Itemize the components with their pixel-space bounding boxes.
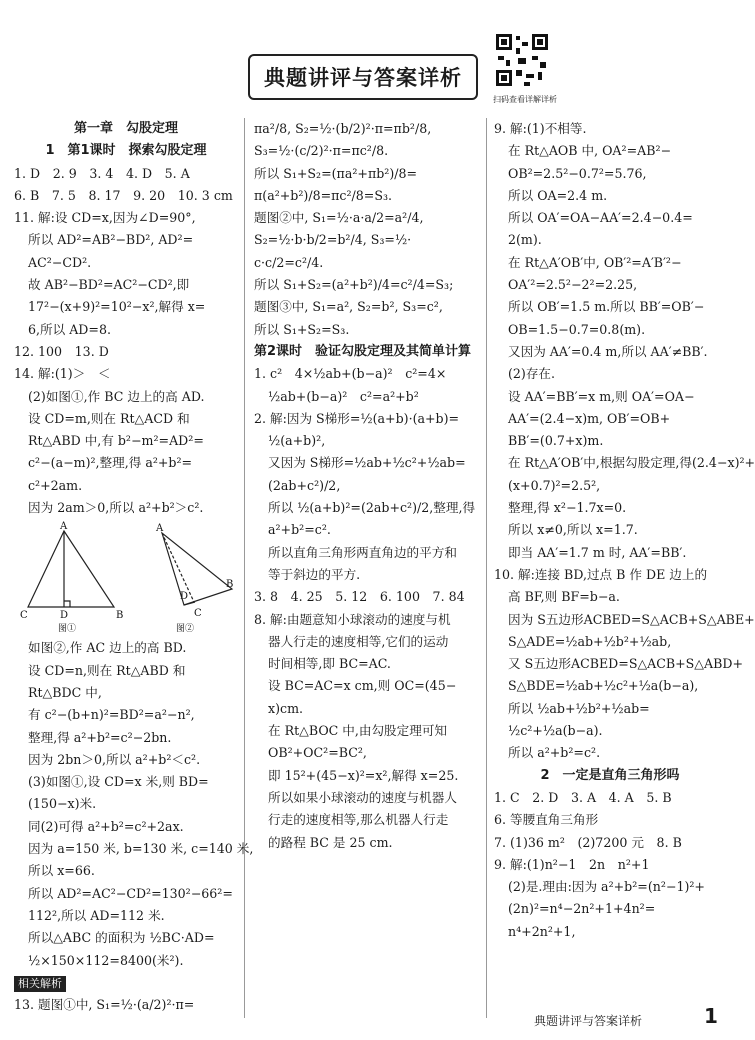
answer-line: 行走的速度相等,那么机器人行走 — [268, 812, 449, 828]
answer-line: 等于斜边的平方. — [268, 566, 361, 582]
answer-line: 故 AB²−BD²=AC²−CD²,即 — [28, 277, 190, 293]
answer-line: 同(2)可得 a²+b²=c²+2ax. — [28, 818, 184, 834]
answer-line: 所以 ½ab+½b²+½ab= — [508, 700, 650, 716]
answer-line: c²+2am. — [28, 477, 83, 493]
answer-line: 因为 2am＞0,所以 a²+b²＞c². — [28, 500, 204, 516]
answer-line: π(a²+b²)/8=πc²/8=S₃. — [254, 187, 392, 203]
answer-line: 所以 S₁+S₂=(πa²+πb²)/8= — [254, 165, 418, 181]
triangle-figures — [14, 519, 238, 637]
answer-line: (2n)²=n⁴−2n²+1+4n²= — [508, 901, 656, 917]
column-divider — [486, 118, 487, 1018]
answer-line: 设 CD=m,则在 Rt△ACD 和 — [28, 410, 190, 426]
answer-line: S△BDE=½ab+½c²+½a(b−a), — [508, 678, 699, 694]
answer-line: (3)如图①,设 CD=x 米,则 BD= — [28, 774, 209, 790]
answer-line: (2)如图①,作 BC 边上的高 AD. — [28, 388, 205, 404]
answer-line: 3. 8 4. 25 5. 12 6. 100 7. 84 — [254, 589, 465, 605]
answer-line: 即当 AA′=1.7 m 时, AA′=BB′. — [508, 544, 687, 560]
answer-column-3 — [494, 118, 755, 943]
answer-line: AA′=(2.4−x)m, OB′=OB+ — [508, 410, 671, 426]
page-number: 1 — [704, 1004, 718, 1028]
answer-line: OB=1.5−0.7=0.8(m). — [508, 321, 646, 337]
answer-line: 设 CD=n,则在 Rt△ABD 和 — [28, 662, 186, 678]
answer-line: 即 15²+(45−x)²=x²,解得 x=25. — [268, 767, 459, 783]
answer-line: 所以 AD²=AB²−BD², AD²= — [28, 232, 194, 248]
answer-line: 所以直角三角形两直角边的平方和 — [268, 544, 457, 560]
answer-line: 所以 S₁+S₂=S₃. — [254, 321, 350, 337]
figure-label: B — [116, 610, 124, 622]
footer-text: 典题讲评与答案详析 — [534, 1014, 643, 1028]
answer-line: 10. 解:连接 BD,过点 B 作 DE 边上的 — [494, 566, 708, 582]
answer-line: 9. 解:(1)n²−1 2n n²+1 — [494, 856, 650, 872]
answer-line: 如图②,作 AC 边上的高 BD. — [28, 640, 187, 656]
answer-line: 设 AA′=BB′=x m,则 OA′=OA− — [508, 388, 695, 404]
answer-line: BB′=(0.7+x)m. — [508, 433, 604, 449]
answer-line: 时间相等,即 BC=AC. — [268, 656, 391, 672]
answer-line: 题图③中, S₁=a², S₂=b², S₃=c², — [254, 299, 443, 315]
figure-label: C — [194, 608, 202, 620]
answer-line: 9. 解:(1)不相等. — [494, 121, 587, 136]
answer-line: πa²/8, S₂=½·(b/2)²·π=πb²/8, — [254, 121, 432, 136]
answer-line: x)cm. — [268, 700, 304, 716]
answer-line: 1. c² 4×½ab+(b−a)² c²=4× — [254, 366, 447, 382]
answer-line: 所以 S₁+S₂=(a²+b²)/4=c²/4=S₃; — [254, 277, 454, 293]
answer-line: 112²,所以 AD=112 米. — [28, 907, 165, 923]
figure-caption: 图② — [176, 624, 195, 635]
answer-line: 所以如果小球滚动的速度与机器人 — [268, 789, 457, 805]
answer-line: n⁴+2n²+1, — [508, 923, 576, 939]
answer-line: 17²−(x+9)²=10²−x²,解得 x= — [28, 299, 206, 315]
answer-line: 因为 S五边形ACBED=S△ACB+S△ABE+ — [508, 611, 755, 627]
answer-line: 有 c²−(b+n)²=BD²=a²−n², — [28, 707, 195, 723]
answer-line: (150−x)米. — [28, 796, 97, 812]
answer-line: 在 Rt△A′OB′中, OB′²=A′B′²− — [508, 254, 682, 270]
answer-line: c²−(a−m)²,整理,得 a²+b²= — [28, 455, 193, 471]
section-title: 第2课时 验证勾股定理及其简单计算 — [254, 343, 472, 359]
answer-line: ½×150×112=8400(米²). — [28, 952, 184, 968]
answer-line: 整理,得 x²−1.7x=0. — [508, 500, 627, 516]
answer-line: Rt△BDC 中, — [28, 684, 102, 700]
answer-line: a²+b²=c². — [268, 522, 331, 538]
figure-caption: 图① — [58, 624, 77, 635]
answer-line: OA′²=2.5²−2²=2.25, — [508, 277, 638, 293]
answer-line: 在 Rt△BOC 中,由勾股定理可知 — [268, 723, 448, 739]
answer-line: 2(m). — [508, 232, 542, 248]
answer-line: 在 Rt△AOB 中, OA²=AB²− — [508, 143, 672, 159]
answer-line: OB²=2.5²−0.7²=5.76, — [508, 165, 647, 181]
answer-line: 所以 OA′=OA−AA′=2.4−0.4= — [508, 210, 693, 226]
answer-line: 器人行走的速度相等,它们的运动 — [268, 633, 449, 649]
section-title: 2 一定是直角三角形吗 — [540, 767, 680, 783]
answer-line: 13. 题图①中, S₁=½·(a/2)²·π= — [14, 997, 195, 1013]
answer-line: 又因为 AA′=0.4 m,所以 AA′≠BB′. — [508, 343, 708, 359]
answer-line: Rt△ABD 中,有 b²−m²=AD²= — [28, 433, 204, 449]
answer-line: 在 Rt△A′OB′中,根据勾股定理,得(2.4−x)²+ — [508, 455, 755, 471]
answer-line: 所以 x≠0,所以 x=1.7. — [508, 522, 638, 538]
chapter-title: 第一章 勾股定理 — [73, 121, 178, 136]
answer-line: 所以 x=66. — [28, 863, 95, 879]
answer-line: 的路程 BC 是 25 cm. — [268, 834, 393, 850]
qr-code-icon — [494, 32, 550, 88]
answer-line: AC²−CD². — [28, 254, 92, 270]
answer-line: 12. 100 13. D — [14, 343, 109, 359]
answer-line: 高 BF,则 BF=b−a. — [508, 589, 620, 605]
answer-line: (2)存在. — [508, 366, 556, 382]
related-analysis-badge: 相关解析 — [14, 976, 66, 992]
answer-line: ½c²+½a(b−a). — [508, 723, 603, 739]
answer-line: c·c/2=c²/4. — [254, 254, 324, 270]
answer-line: 14. 解:(1)＞ ＜ — [14, 366, 111, 382]
answer-line: 8. 解:由题意知小球滚动的速度与机 — [254, 611, 451, 627]
qr-caption: 扫码查看详解详析 — [493, 95, 557, 104]
answer-line: 所以 OB′=1.5 m.所以 BB′=OB′− — [508, 299, 705, 315]
answer-line: 11. 解:设 CD=x,因为∠D=90°, — [14, 210, 196, 226]
figure-label: D — [60, 610, 69, 622]
column-divider — [244, 118, 245, 1018]
answer-line: (x+0.7)²=2.5², — [508, 477, 601, 493]
answer-line: OB²+OC²=BC², — [268, 745, 367, 761]
answer-line: 所以 AD²=AC²−CD²=130²−66²= — [28, 885, 233, 901]
answer-line: 题图②中, S₁=½·a·a/2=a²/4, — [254, 210, 424, 226]
page-header-title: 典题讲评与答案详析 — [248, 54, 478, 100]
answer-column-1 — [14, 118, 254, 1016]
figure-label: D — [180, 591, 189, 603]
answer-line: 整理,得 a²+b²=c²−2bn. — [28, 729, 172, 745]
answer-line: 因为 a=150 米, b=130 米, c=140 米, — [28, 841, 254, 857]
answer-line: (2)是.理由:因为 a²+b²=(n²−1)²+ — [508, 879, 705, 895]
answer-line: 6. B 7. 5 8. 17 9. 20 10. 3 cm — [14, 187, 233, 203]
answer-line: 7. (1)36 m² (2)7200 元 8. B — [494, 834, 682, 850]
answer-line: S₂=½·b·b/2=b²/4, S₃=½· — [254, 232, 412, 248]
answer-line: 设 BC=AC=x cm,则 OC=(45− — [268, 678, 457, 694]
answer-line: 所以 OA=2.4 m. — [508, 187, 608, 203]
answer-line: 因为 2bn＞0,所以 a²+b²＜c². — [28, 751, 201, 767]
answer-line: ½(a+b)², — [268, 433, 326, 449]
answer-line: ½ab+(b−a)² c²=a²+b² — [268, 388, 419, 404]
figure-label: C — [20, 610, 28, 622]
answer-line: 又因为 S梯形=½ab+½c²+½ab= — [268, 455, 466, 471]
answer-line: 2. 解:因为 S梯形=½(a+b)·(a+b)= — [254, 410, 460, 426]
figure-label: B — [226, 579, 234, 591]
answer-line: S△ADE=½ab+½b²+½ab, — [508, 633, 672, 649]
answer-line: 6. 等腰直角三角形 — [494, 812, 599, 828]
answer-line: 6,所以 AD=8. — [28, 321, 111, 337]
figure-label: A — [156, 523, 164, 535]
answer-column-2 — [254, 118, 480, 854]
answer-line: (2ab+c²)/2, — [268, 477, 341, 493]
answer-line: 所以 a²+b²=c². — [508, 745, 601, 761]
section-title: 1 第1课时 探索勾股定理 — [45, 143, 207, 159]
answer-line: 所以△ABC 的面积为 ½BC·AD= — [28, 930, 215, 946]
answer-line: 1. D 2. 9 3. 4 4. D 5. A — [14, 165, 190, 181]
answer-line: 所以 ½(a+b)²=(2ab+c²)/2,整理,得 — [268, 500, 476, 516]
figure-label: A — [60, 521, 68, 533]
answer-line: S₃=½·(c/2)²·π=πc²/8. — [254, 143, 389, 159]
answer-line: 1. C 2. D 3. A 4. A 5. B — [494, 789, 672, 805]
answer-line: 又 S五边形ACBED=S△ACB+S△ABD+ — [508, 656, 743, 672]
